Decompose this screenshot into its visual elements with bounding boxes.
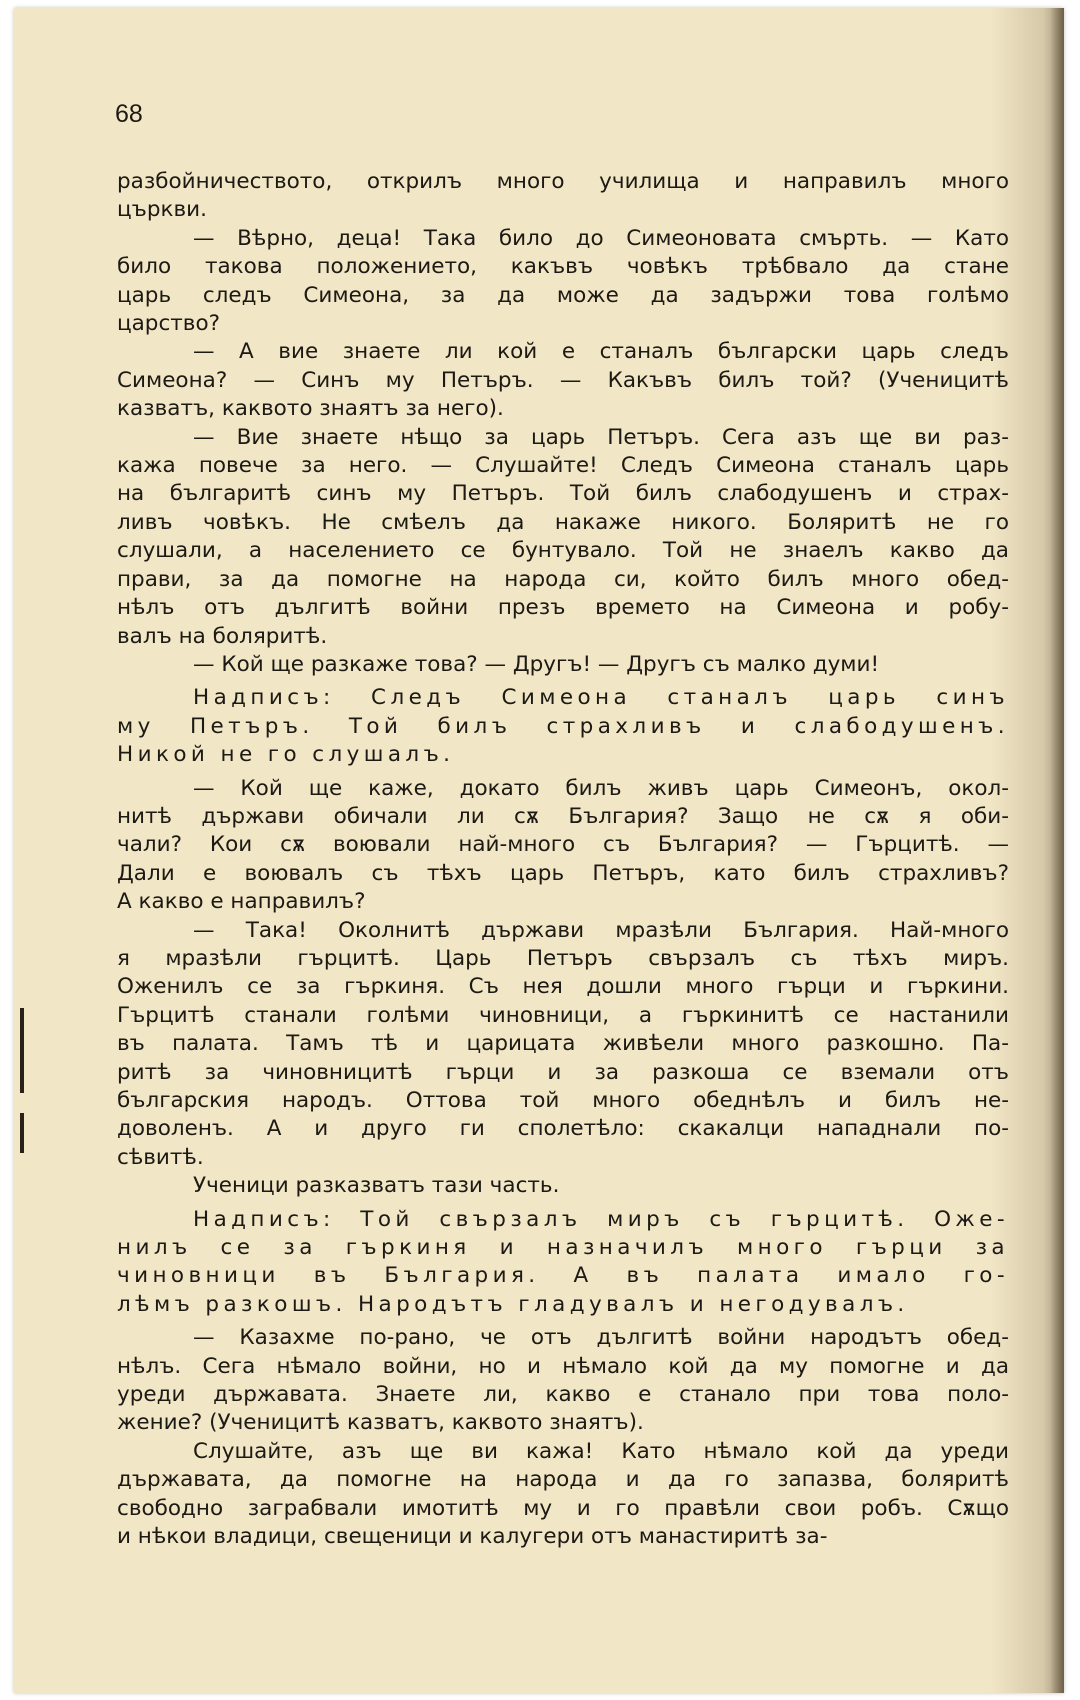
text-line: — Кой ще каже, докато билъ живъ царь Симеонъ, окол- [193,775,1009,801]
text-line: А какво е направилъ? [117,889,366,915]
page-number: 68 [115,100,143,128]
text-line: Оженилъ се за гъркиня. Съ нея дошли много гърци и гъркини. [117,974,1009,1000]
text-line: на българитѣ синъ му Петъръ. Той билъ слабодушенъ и страх- [117,481,1009,507]
text-line: нѣлъ отъ дългитѣ войни презъ времето на Симеона и робу- [117,595,1009,621]
text-line: Симеона? — Синъ му Петъръ. — Какъвъ билъ той? (Ученицитѣ [117,367,1009,393]
text-line: царь следъ Симеона, за да може да задържи това голѣмо [117,282,1009,308]
text-line: разбойничеството, открилъ много училища и направилъ много [117,169,1009,194]
text-line: Слушайте, азъ ще ви кажа! Като нѣмало кой да уреди [193,1438,1009,1464]
text-line: църкви. [117,197,207,223]
paragraph [117,225,1009,339]
text-line: Ученици разказватъ тази часть. [193,1173,560,1199]
caption-paragraph [117,1206,1009,1320]
text-line: сѣвитѣ. [117,1144,204,1170]
text-line: Надписъ: Следъ Симеона станалъ царь синъ [193,685,1009,711]
page-edge-mark [20,1113,24,1153]
text-line: чиновници въ България. А въ палата имало го- [117,1263,1009,1289]
text-line: казватъ, каквото знаятъ за него). [117,396,504,422]
paragraph [117,424,1009,651]
text-line: — Така! Околнитѣ държави мразѣли България. Най-много [193,917,1009,943]
text-line: Никой не го слушалъ. [117,742,455,768]
caption-paragraph [117,684,1009,769]
text-line: — А вие знаете ли кой е станалъ български царь следъ [193,339,1009,365]
page-spine-shadow [1050,8,1064,1693]
paragraph [117,1438,1009,1552]
text-line: валъ на боляритѣ. [117,623,328,649]
text-line: чали? Кои сѫ воювали най-много съ България? — Гърцитѣ. — [117,832,1009,858]
paragraph [117,917,1009,1173]
page-edge-mark [20,1008,24,1093]
text-line: кажа повече за него. — Слушайте! Следъ Симеона станалъ царь [117,453,1009,479]
text-line: свободно заграбвали имотитѣ му и го правѣли свои робъ. Сѫщо [117,1495,1009,1521]
text-line: жение? (Ученицитѣ казватъ, каквото знаятъ). [117,1410,644,1436]
text-line: лѣмъ разкошъ. Народътъ гладувалъ и негодувалъ. [117,1291,909,1317]
text-line: въ палата. Тамъ тѣ и царицата живѣели много разкошно. Па- [117,1031,1009,1057]
text-line: държавата, да помогне на народа и да го запазва, боляритѣ [117,1467,1009,1493]
text-line: доволенъ. А и друго ги сполетѣло: скакалци нападнали по- [117,1116,1009,1142]
text-line: — Вѣрно, деца! Така било до Симеоновата смърть. — Като [193,225,1009,251]
text-line: уреди държавата. Знаете ли, какво е станало при това поло- [117,1382,1009,1408]
text-line: нилъ се за гъркиня и назначилъ много гърци за [117,1235,1009,1261]
text-line: българския народъ. Оттова той много обеднѣлъ и билъ не- [117,1088,1009,1113]
paragraph [117,168,1009,225]
paragraph [117,651,1009,679]
text-line: прави, за да помогне на народа си, който билъ много обед- [117,566,1009,592]
book-page [14,8,1064,1693]
text-line: ливъ човѣкъ. Не смѣелъ да накаже никого. Боляритѣ не го [117,509,1009,535]
paragraph [117,1324,1009,1438]
text-line: било такова положението, какъвъ човѣкъ трѣбвало да стане [117,254,1009,280]
paragraph [117,1172,1009,1200]
paragraph [117,775,1009,917]
text-line: нитѣ държави обичали ли сѫ България? Защо не сѫ я оби- [117,803,1009,829]
paragraph [117,338,1009,423]
text-line: Надписъ: Той свързалъ миръ съ гърцитѣ. Оже- [193,1206,1009,1232]
text-line: — Вие знаете нѣщо за царь Петъръ. Сега азъ ще ви раз- [193,424,1009,450]
text-line: ритѣ за чиновницитѣ гърци и за разкоша се вземали отъ [117,1059,1009,1085]
text-line: нѣлъ. Сега нѣмало войни, но и нѣмало кой да му помогне и да [117,1353,1009,1379]
text-line: я мразѣли гърцитѣ. Царь Петъръ свързалъ съ тѣхъ миръ. [117,945,1009,971]
text-line: — Кой ще разкаже това? — Другъ! — Другъ съ малко думи! [193,651,880,677]
text-line: Дали е воювалъ съ тѣхъ царь Петъръ, като билъ страхливъ? [117,860,1009,886]
page-text [117,168,1009,1552]
text-line: му Петъръ. Той билъ страхливъ и слабодушенъ. [117,713,1009,739]
text-line: и нѣкои владици, свещеници и калугери отъ манастиритѣ за- [117,1524,828,1550]
text-line: царство? [117,311,221,337]
text-line: слушали, а населението се бунтувало. Той не знаелъ какво да [117,538,1009,564]
text-line: Гърцитѣ станали голѣми чиновници, а гъркинитѣ се настанили [117,1002,1009,1028]
text-line: — Казахме по-рано, че отъ дългитѣ войни народътъ обед- [193,1325,1009,1351]
